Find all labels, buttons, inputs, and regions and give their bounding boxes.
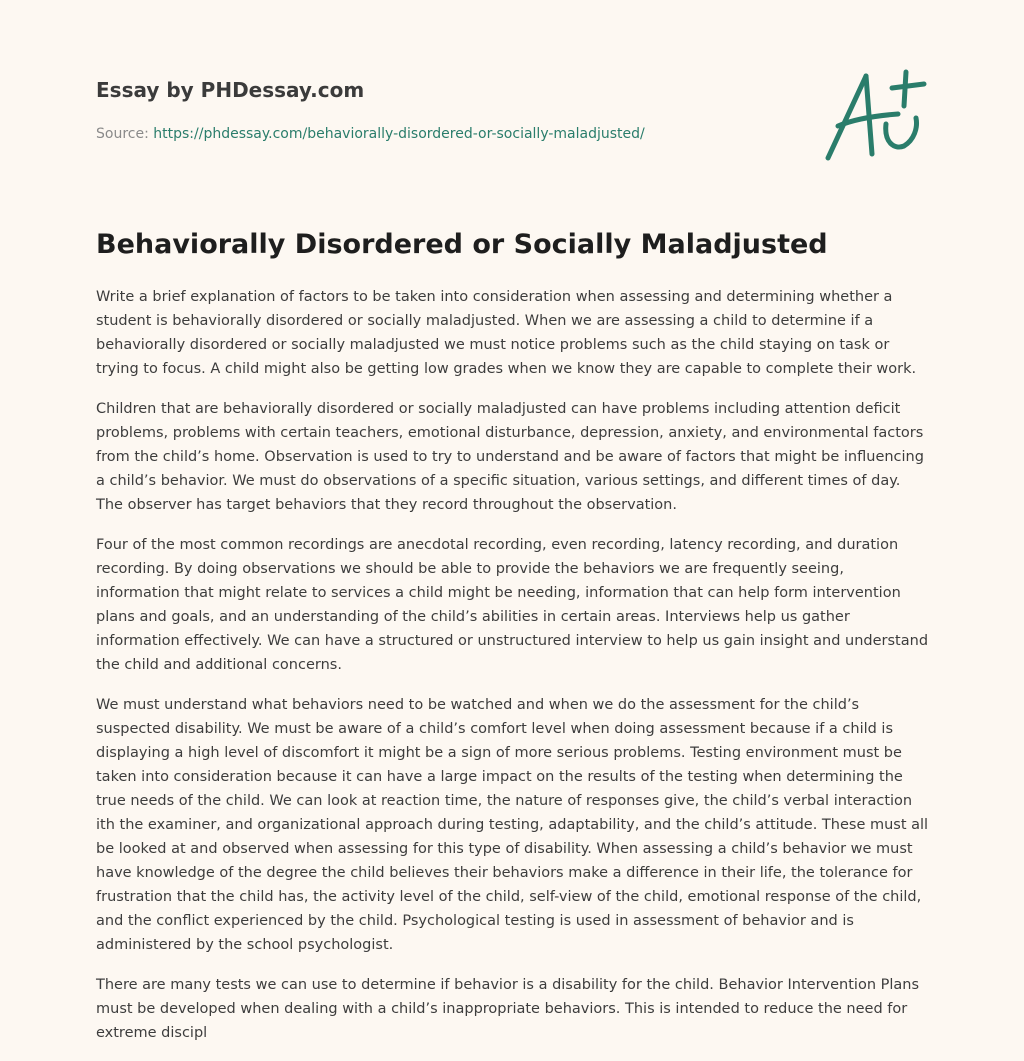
essay-paragraph: We must understand what behaviors need to be watched and when we do the assessment for the child’s suspected disability. We must be aware of a child’s comfort level when doing assessment because if a child is displaying a high level of discomfort it might be a sign of more serious problems. Testing environment must be taken into consideration because it can have a large impact on the results of the testing when determining the true needs of the child. We can look at reaction time, the nature of responses give, the child’s verbal interaction ith the examiner, and organizational approach during testing, adaptability, and the child’s attitude. These must all be looked at and observed when assessing for this type of disability. When assessing a child’s behavior we must have knowledge of the degree the child believes their behaviors make a difference in their life, the tolerance for frustration that the child has, the activity level of the child, self-view of the child, emotional response of the child, and the conflict experienced by the child. Psychological testing is used in assessment of behavior and is administered by the school psychologist. bbox=[96, 697, 929, 953]
essay-body bbox=[96, 285, 931, 1061]
essay-paragraph: Write a brief explanation of factors to be taken into consideration when assessing and determining whether a student is behaviorally disordered or socially maladjusted. When we are assessing a child to determine if a behaviorally disordered or socially maladjusted we must notice problems such as the child staying on task or trying to focus. A child might also be getting low grades when we know they are capable to complete their work. bbox=[96, 289, 917, 377]
a-plus-logo-icon bbox=[822, 68, 932, 168]
site-title: Essay by PHDessay.com bbox=[96, 78, 365, 102]
essay-title: Behaviorally Disordered or Socially Maladjusted bbox=[96, 229, 828, 260]
essay-paragraph: Four of the most common recordings are anecdotal recording, even recording, latency recording, and duration recording. By doing observations we should be able to provide the behaviors we are frequently seeing, information that might relate to services a child might be needing, information that can help form intervention plans and goals, and an understanding of the child’s abilities in certain areas. Interviews help us gather information effectively. We can have a structured or unstructured interview to help us gain insight and understand the child and additional concerns. bbox=[96, 537, 929, 673]
source-label: Source: bbox=[96, 126, 154, 142]
essay-paragraph: There are many tests we can use to determine if behavior is a disability for the child. Behavior Intervention Plans must be developed when dealing with a child’s inappropriate behaviors. This is intended to reduce the need for extreme discipl bbox=[96, 977, 920, 1041]
source-line bbox=[96, 124, 796, 144]
page-header bbox=[96, 76, 796, 144]
essay-paragraph: Children that are behaviorally disordered or socially maladjusted can have problems including attention deficit problems, problems with certain teachers, emotional disturbance, depression, anxiety, and environmental factors from the child’s home. Observation is used to try to understand and be aware of factors that might be influencing a child’s behavior. We must do observations of a specific situation, various settings, and different times of day. The observer has target behaviors that they record throughout the observation. bbox=[96, 401, 924, 513]
source-link[interactable]: https://phdessay.com/behaviorally-disordered-or-socially-maladjusted/ bbox=[153, 126, 645, 142]
